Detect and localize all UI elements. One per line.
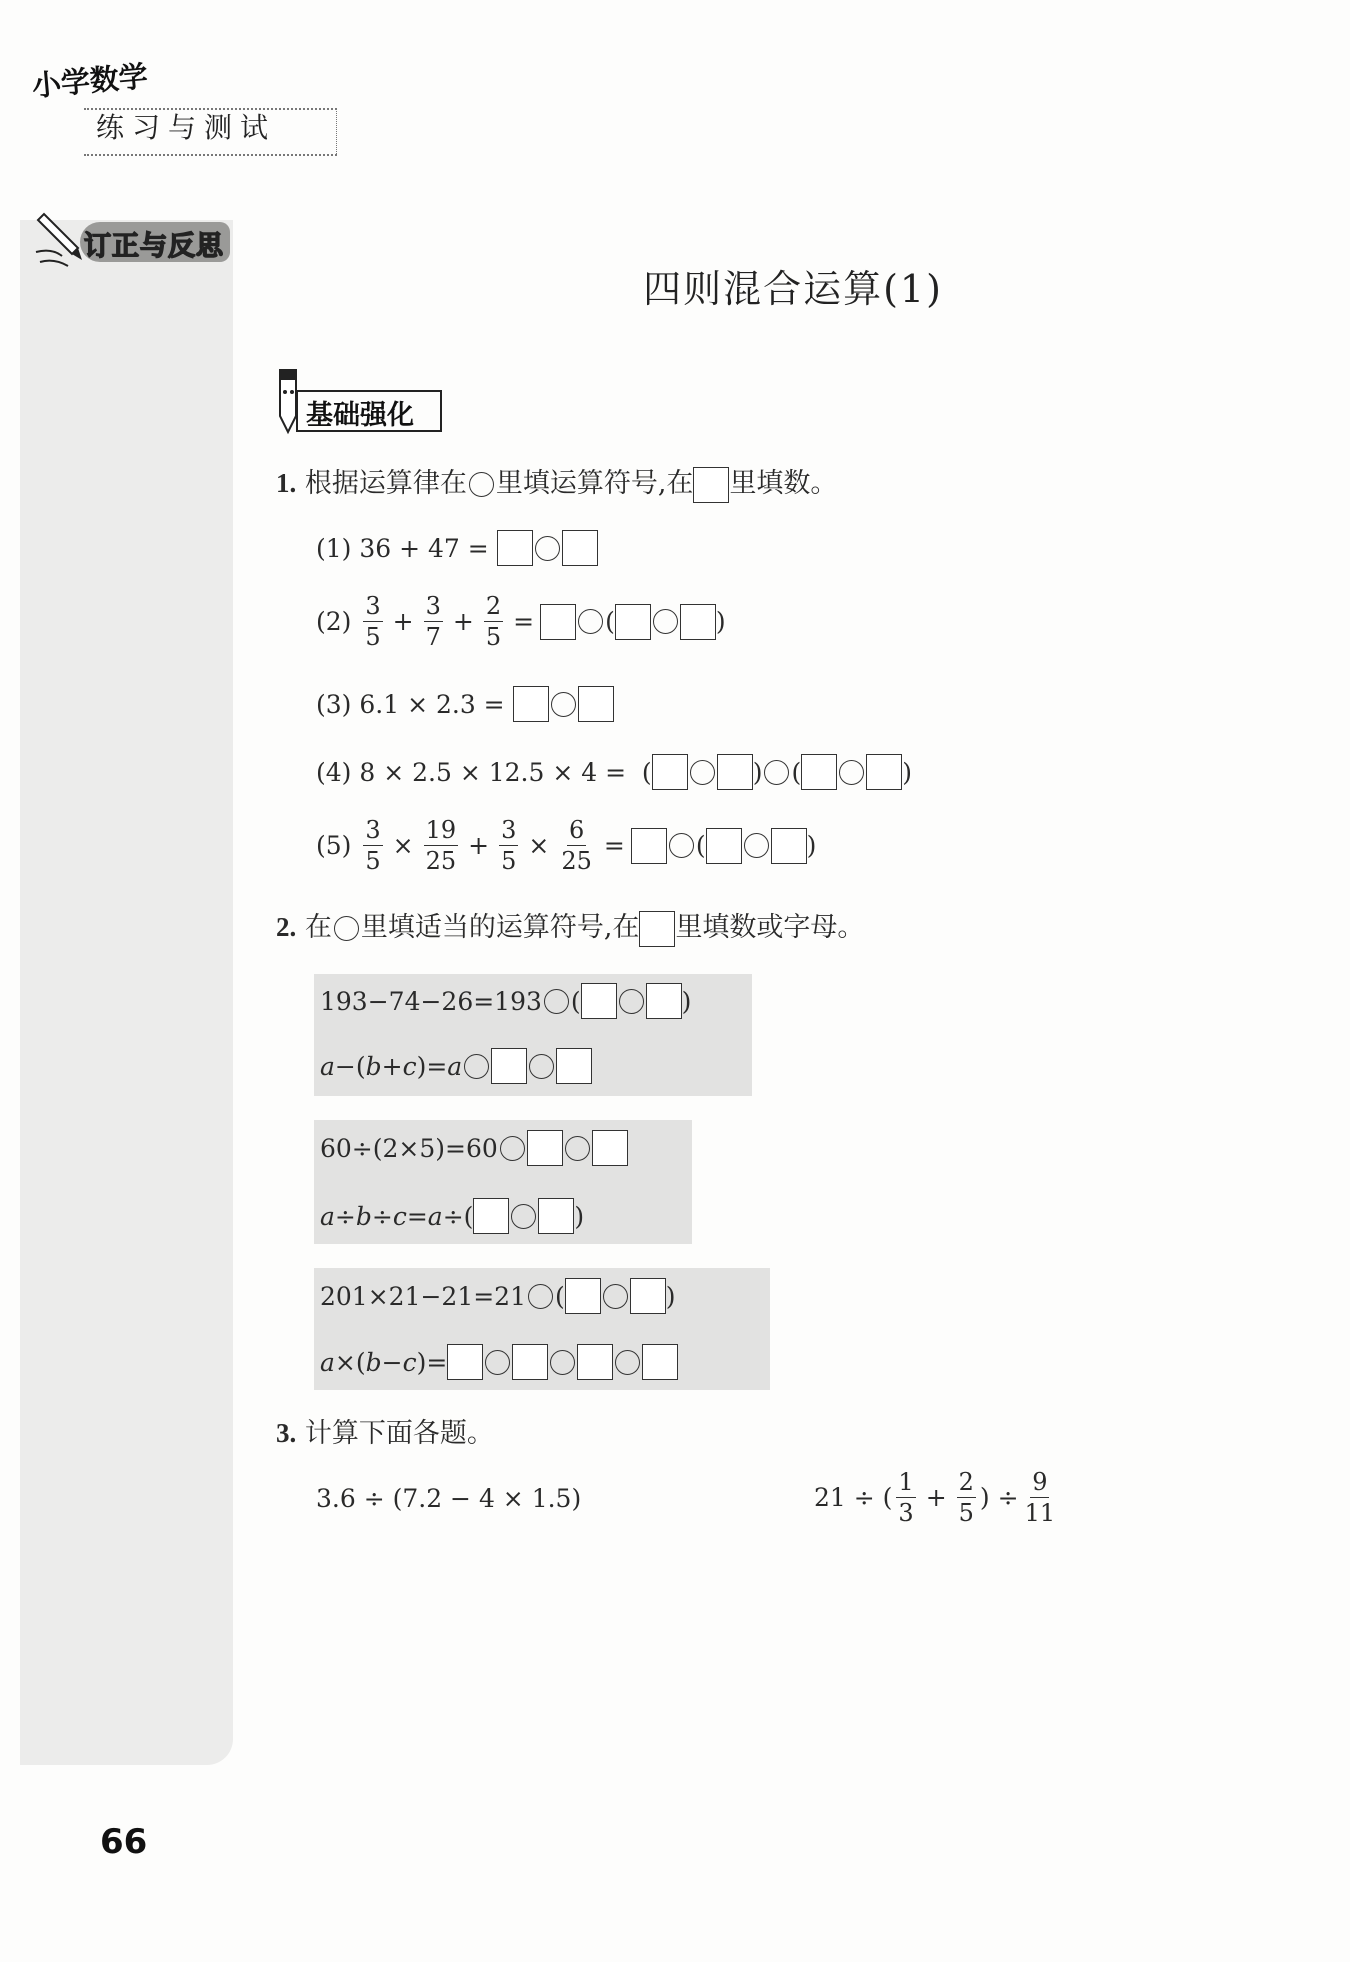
- brand-subtitle: 练习与测试: [96, 111, 277, 144]
- prompt-text: 里填适当的运算符号,在: [360, 912, 640, 943]
- item-label: (3): [316, 689, 352, 719]
- prompt-text: 里填数或字母。: [675, 912, 865, 943]
- operator-circle[interactable]: [511, 1204, 536, 1229]
- answer-box[interactable]: [577, 1344, 613, 1380]
- answer-box[interactable]: [512, 1344, 548, 1380]
- answer-box[interactable]: [473, 1198, 509, 1234]
- answer-box[interactable]: [527, 1130, 563, 1166]
- q3-problem-left: [316, 1484, 581, 1513]
- group-1-line-1: 193−74−26=193 ( ): [320, 983, 691, 1019]
- fraction: $\frac{2}{5}$: [958, 1468, 974, 1527]
- operator-circle[interactable]: [669, 833, 694, 858]
- answer-box[interactable]: [801, 754, 837, 790]
- answer-box[interactable]: [706, 828, 742, 864]
- operator-circle[interactable]: [653, 609, 678, 634]
- answer-box[interactable]: [497, 530, 533, 566]
- answer-box: [693, 467, 729, 503]
- answer-box[interactable]: [562, 530, 598, 566]
- answer-box[interactable]: [630, 1278, 666, 1314]
- question-1-prompt: [276, 466, 837, 503]
- expression: 60÷(2×5)=60: [320, 1133, 498, 1163]
- answer-box[interactable]: [615, 604, 651, 640]
- group-3-line-2: a ×( b − c )=: [320, 1344, 678, 1380]
- fraction: $\frac{6}{25}$: [561, 816, 592, 875]
- expression: 3.6 ÷ (7.2 − 4 × 1.5): [316, 1484, 582, 1513]
- answer-box[interactable]: [592, 1130, 628, 1166]
- operator-circle[interactable]: [615, 1350, 640, 1375]
- answer-box[interactable]: [652, 754, 688, 790]
- brand-title: 小学数学: [30, 58, 150, 103]
- operator-circle[interactable]: [464, 1054, 489, 1079]
- answer-box[interactable]: [866, 754, 902, 790]
- group-1-line-2: a −( b + c )= a: [320, 1048, 592, 1084]
- item-label: (4): [316, 757, 352, 787]
- expression: 201×21−21=21: [320, 1281, 526, 1311]
- expression: 193−74−26=193: [320, 986, 542, 1016]
- answer-box[interactable]: [447, 1344, 483, 1380]
- operator-circle[interactable]: [603, 1284, 628, 1309]
- expression: 6.1 × 2.3 =: [359, 689, 505, 719]
- q1-item-1: [316, 530, 598, 566]
- answer-box[interactable]: [717, 754, 753, 790]
- fraction: $\frac{3}{7}$: [425, 592, 441, 651]
- question-3-prompt: [276, 1416, 494, 1451]
- operator-circle[interactable]: [619, 989, 644, 1014]
- item-label: (1): [316, 533, 352, 563]
- answer-box[interactable]: [565, 1278, 601, 1314]
- q1-item-2: (2) $\frac{3}{5}$ + $\frac{3}{7}$ + $\frac{2}{5}$ = ( ): [316, 592, 726, 651]
- question-number: 1.: [276, 468, 297, 498]
- operator-circle[interactable]: [744, 833, 769, 858]
- expression: 21 ÷ (: [814, 1483, 893, 1512]
- answer-box[interactable]: [771, 828, 807, 864]
- operator-circle: [469, 472, 494, 497]
- page-number: 66: [100, 1822, 148, 1862]
- fraction: $\frac{3}{5}$: [501, 816, 517, 875]
- group-3-line-1: 201×21−21=21 ( ): [320, 1278, 676, 1314]
- answer-box[interactable]: [642, 1344, 678, 1380]
- answer-box[interactable]: [513, 686, 549, 722]
- fraction: $\frac{3}{5}$: [365, 592, 381, 651]
- operator-circle[interactable]: [529, 1054, 554, 1079]
- answer-box: [639, 911, 675, 947]
- operator-circle[interactable]: [565, 1136, 590, 1161]
- operator-circle[interactable]: [500, 1136, 525, 1161]
- q3-problem-right: 21 ÷ ( $\frac{1}{3}$ + $\frac{2}{5}$ ) ÷ $\frac{9}{11}$: [814, 1468, 1056, 1527]
- expression: ) ÷: [979, 1483, 1019, 1512]
- operator-circle[interactable]: [551, 692, 576, 717]
- reflection-sidebar: [20, 220, 233, 1765]
- item-label: (2): [316, 607, 352, 636]
- answer-box[interactable]: [578, 686, 614, 722]
- answer-box[interactable]: [680, 604, 716, 640]
- page-title: 四则混合运算(1): [643, 267, 943, 311]
- reflection-label: 订正与反思: [84, 231, 224, 262]
- operator-circle: [334, 916, 359, 941]
- operator-circle[interactable]: [550, 1350, 575, 1375]
- operator-circle[interactable]: [544, 989, 569, 1014]
- section-title: 基础强化: [306, 400, 414, 431]
- group-2-line-1: [320, 1130, 628, 1166]
- prompt-text: 里填运算符号,在: [495, 468, 694, 499]
- operator-circle[interactable]: [578, 609, 603, 634]
- prompt-text: 在: [304, 912, 332, 943]
- expression: 36 + 47 =: [359, 533, 489, 563]
- fraction: $\frac{9}{11}$: [1024, 1468, 1056, 1527]
- item-label: (5): [316, 831, 352, 860]
- q1-item-3: [316, 686, 614, 722]
- operator-circle[interactable]: [485, 1350, 510, 1375]
- answer-box[interactable]: [581, 983, 617, 1019]
- answer-box[interactable]: [491, 1048, 527, 1084]
- answer-box[interactable]: [540, 604, 576, 640]
- operator-circle[interactable]: [528, 1284, 553, 1309]
- prompt-text: 计算下面各题。: [304, 1418, 494, 1449]
- operator-circle[interactable]: [764, 760, 789, 785]
- operator-circle[interactable]: [535, 536, 560, 561]
- fraction: $\frac{3}{5}$: [365, 816, 381, 875]
- prompt-text: 里填数。: [729, 468, 838, 499]
- operator-circle[interactable]: [839, 760, 864, 785]
- fraction: $\frac{1}{3}$: [898, 1468, 914, 1527]
- question-number: 3.: [276, 1418, 297, 1448]
- group-2-line-2: a ÷ b ÷ c = a ÷( ): [320, 1198, 584, 1234]
- q1-item-5: (5) $\frac{3}{5}$ × $\frac{19}{25}$ + $\frac{3}{5}$ × $\frac{6}{25}$ = ( ): [316, 816, 817, 875]
- prompt-text: 根据运算律在: [304, 468, 467, 499]
- answer-box[interactable]: [538, 1198, 574, 1234]
- question-number: 2.: [276, 912, 297, 942]
- answer-box[interactable]: [556, 1048, 592, 1084]
- question-2-prompt: [276, 910, 864, 947]
- expression: 8 × 2.5 × 12.5 × 4 =: [359, 757, 627, 787]
- fraction: $\frac{19}{25}$: [425, 816, 457, 875]
- answer-box[interactable]: [646, 983, 682, 1019]
- answer-box[interactable]: [631, 828, 667, 864]
- q1-item-4: (4) 8 × 2.5 × 12.5 × 4 = ( ) ( ): [316, 754, 912, 790]
- fraction: $\frac{2}{5}$: [485, 592, 502, 651]
- operator-circle[interactable]: [690, 760, 715, 785]
